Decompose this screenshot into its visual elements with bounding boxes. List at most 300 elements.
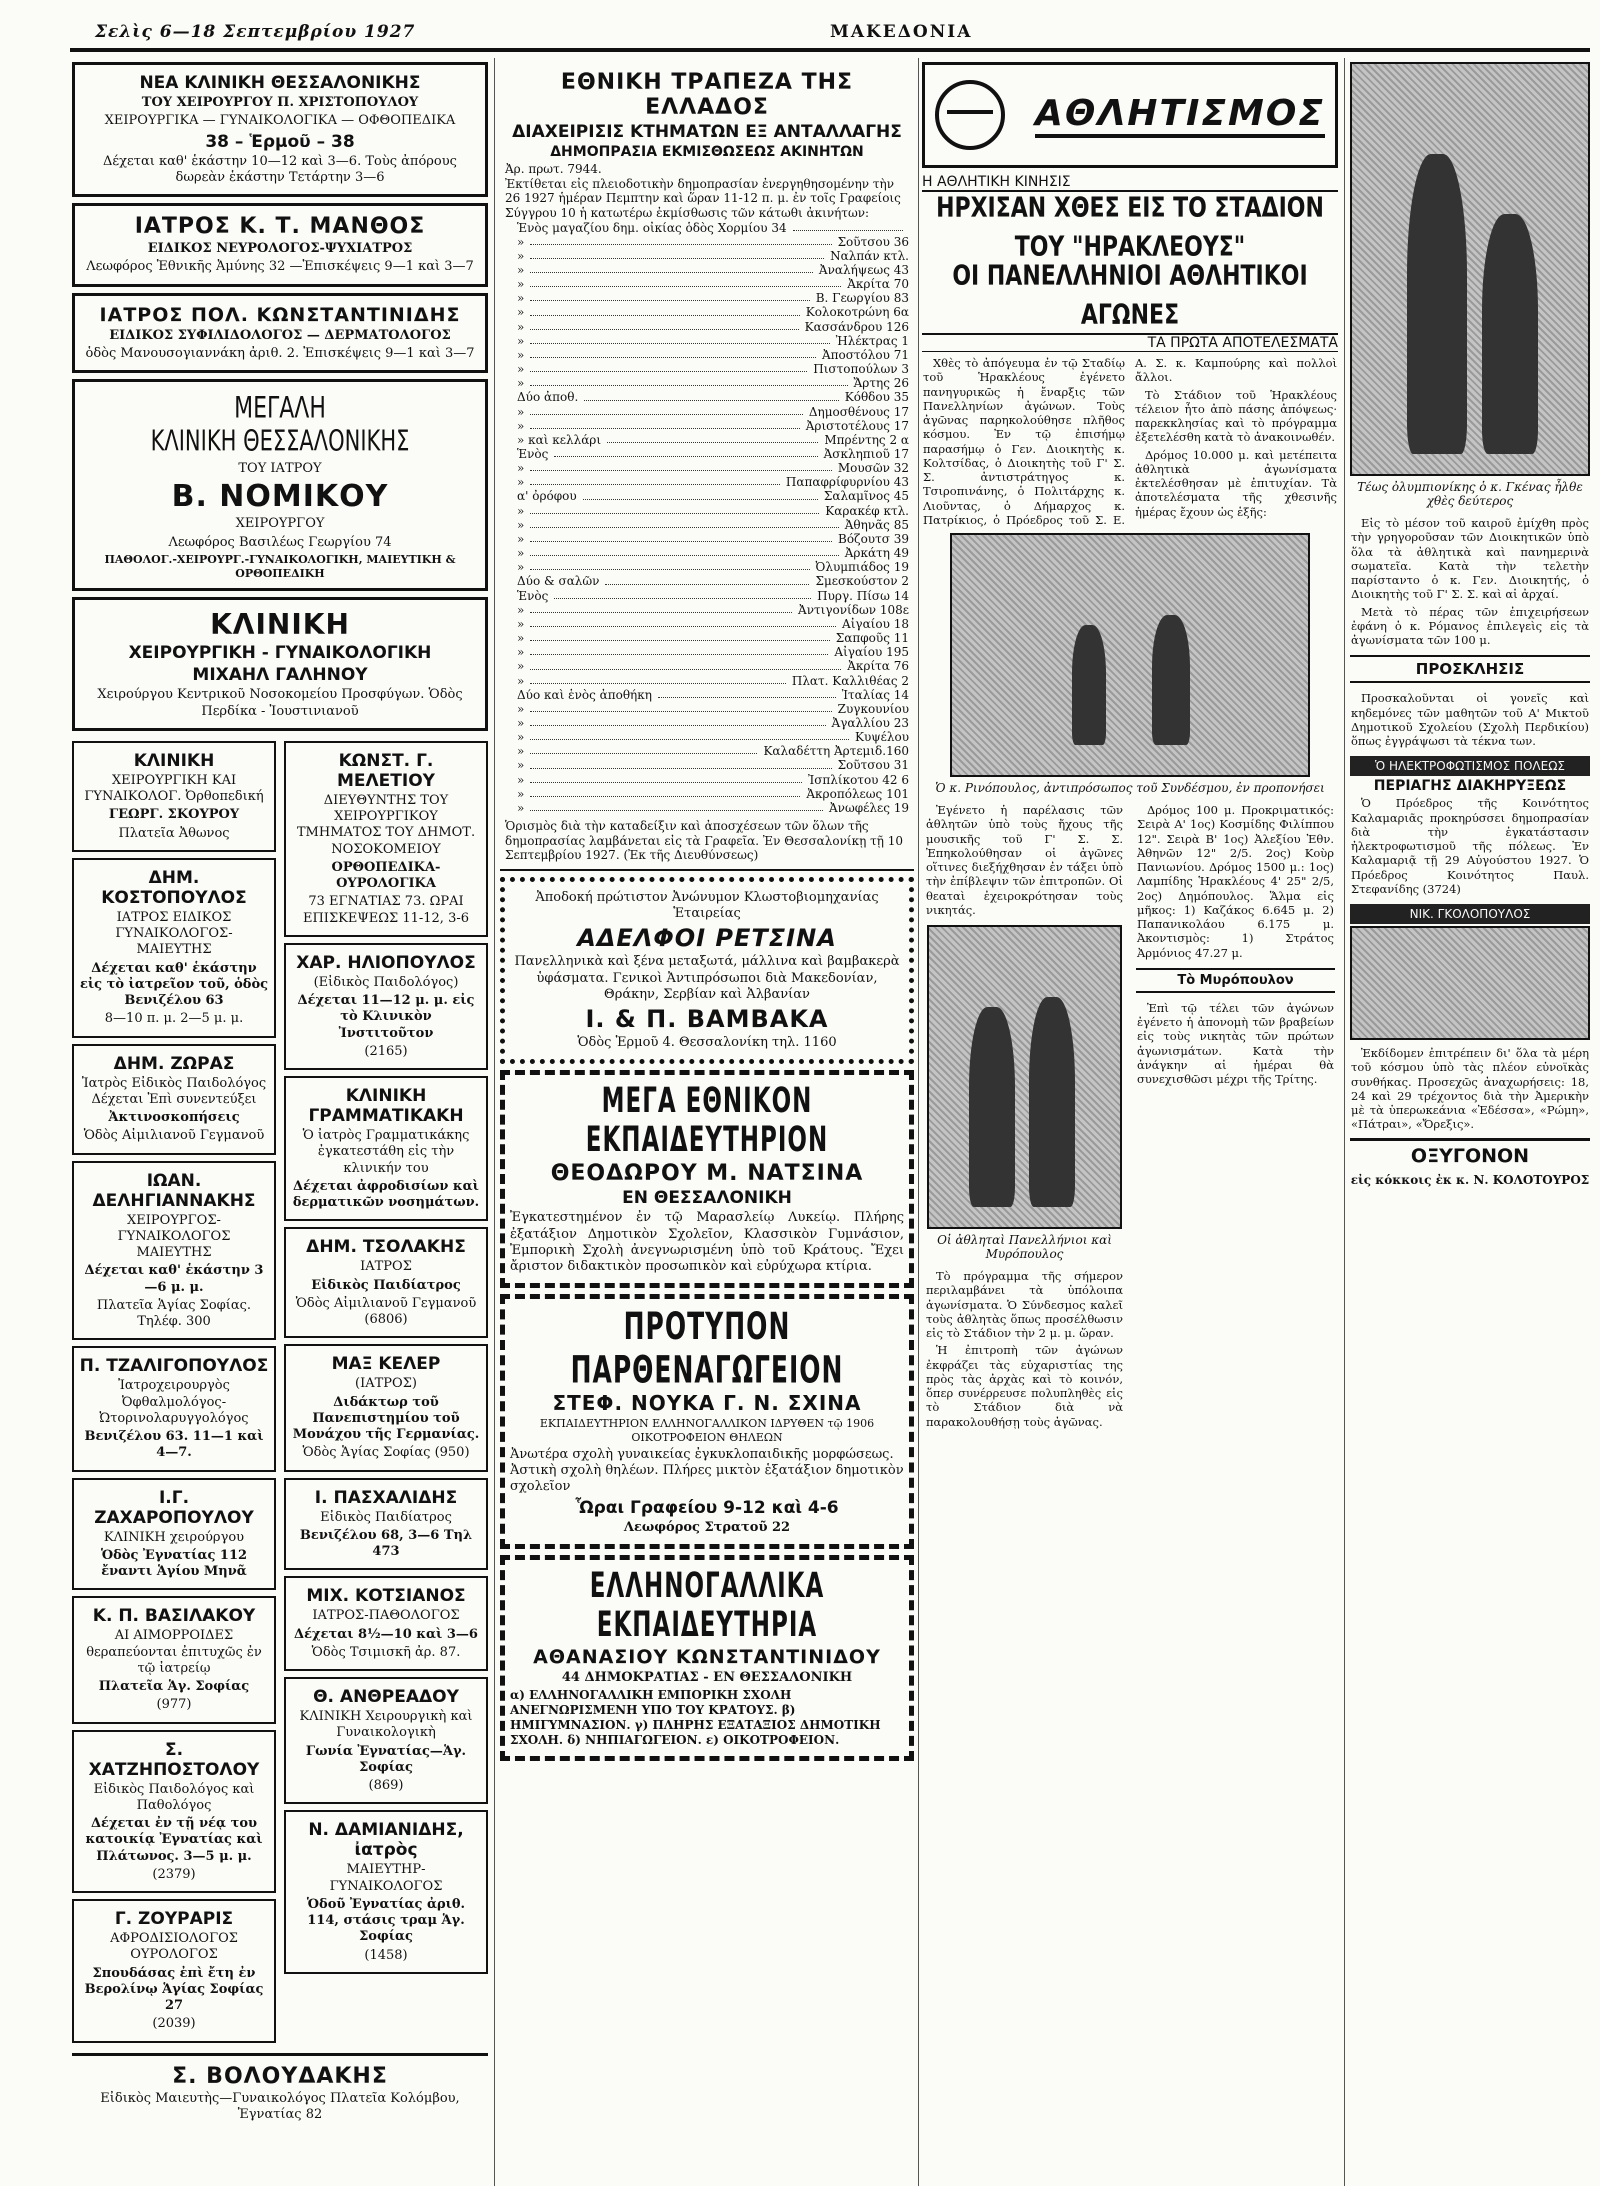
rental-row bbox=[517, 744, 909, 758]
ad-detail: Δέχεται 8½—10 καὶ 3—6 bbox=[294, 1626, 478, 1642]
leader-dots bbox=[530, 674, 786, 684]
rental-row bbox=[517, 787, 909, 801]
ad-body: ΙΑΤΡΟΣ ΕΙΔΙΚΟΣ ΓΥΝΑΙΚΟΛΟΓΟΣ-ΜΑΙΕΥΤΗΣ bbox=[115, 909, 233, 958]
rental-address: Δημοσθένους 17 bbox=[808, 404, 909, 419]
ad-body: ΧΕΙΡΟΥΡΓΙΚΗ ΚΑΙ ΓΥΝΑΙΚΟΛΟΓ. Ὀρθοπεδική bbox=[84, 772, 264, 804]
ad-detail: Βενιζέλου 68, 3—6 Τηλ 473 bbox=[299, 1527, 473, 1559]
ad-title: ΚΛΙΝΙΚΗ bbox=[133, 750, 215, 771]
article-text bbox=[1134, 1001, 1337, 1087]
leader-dots bbox=[530, 405, 803, 415]
results-text bbox=[1134, 803, 1337, 960]
rental-row bbox=[517, 758, 909, 772]
ad-body: Ἐγκατεστημένον ἐν τῷ Μαρασλείῳ Λυκείῳ. Πλήρης ἐξατάξιον Δημοτικὸν Σχολεῖον, Κλασσικὸν Γυμνάσιον, Ἐμπορικὴ Σχολὴ ἀνεγνωρισμένη ὑπὸ τοῦ Κράτους. Ἔχει ἄριστον διδακτικὸν προσωπικὸν καὶ εὐρύχωρα κτίρια. bbox=[510, 1210, 904, 1275]
paragraph: Εἰς τὸ μέσον τοῦ καιροῦ ἐμίχθη πρὸς τὴν γρηγοροῦσαν τῶν Διοικητικῶν ὑπὸ ὅλα τὰ ἀθλητικὰ καὶ πανημερινὰ σωματεῖα. Κατὰ τὴν τελετὴν παρίσταντο ὁ κ. Γεν. Διοικητής, ὁ Διοικητὴς τοῦ Γ' Σ. Σ. καὶ αἱ ἀρχαί. bbox=[1351, 516, 1589, 602]
photo-caption: Ὁ κ. Ρινόπουλος, ἀντιπρόσωπος τοῦ Συνδέσμου, ἐν προπονήσει bbox=[935, 781, 1325, 796]
leader-dots bbox=[530, 787, 800, 797]
page-date: Σελὶς 6—18 Σεπτεμβρίου 1927 bbox=[95, 22, 416, 42]
column-medical-ads bbox=[70, 58, 490, 2186]
article-body bbox=[920, 356, 1340, 527]
rental-address: Σαπφοῦς 11 bbox=[835, 631, 909, 646]
rental-address: Ζυγκουνίου bbox=[837, 701, 909, 716]
ad-hours: Δέχεται καθ' ἑκάστην 10—12 καὶ 3—6. Τοὺς ἀπόρους δωρεὰν ἑκάστην Τετάρτην 3—6 bbox=[103, 153, 457, 185]
ad-detail: Βενιζέλου 63. 11—1 καὶ 4—7. bbox=[84, 1429, 264, 1461]
photo-caption: Τέως ὀλυμπιονίκης ὁ κ. Γκένας ἦλθε χθὲς δεύτερος bbox=[1357, 480, 1583, 508]
leader-dots bbox=[554, 447, 817, 457]
rental-row bbox=[517, 320, 909, 334]
leader-dots bbox=[530, 461, 831, 471]
ad-title: ΑΔΕΛΦΟΙ ΡΕΤΣΙΝΑ bbox=[577, 924, 837, 953]
rental-type: » bbox=[517, 758, 525, 773]
rental-type: Δύο ἀποθ. bbox=[517, 390, 579, 405]
rental-type: » bbox=[517, 616, 525, 631]
rental-type: » bbox=[517, 531, 525, 546]
rental-type: Ἑνὸς bbox=[517, 588, 549, 603]
ad-nea-kliniki bbox=[72, 62, 488, 197]
rental-address: Σμεσκούστον 2 bbox=[815, 574, 909, 589]
ad-box bbox=[284, 943, 488, 1070]
ad-specialty: ΕΙΔΙΚΟΣ ΝΕΥΡΟΛΟΓΟΣ-ΨΥΧΙΑΤΡΟΣ bbox=[147, 241, 413, 256]
ad-nomikou bbox=[72, 379, 488, 591]
ad-address: 38 – Ἑρμοῦ – 38 bbox=[205, 131, 355, 152]
ad-title: ΧΑΡ. ΗΛΙΟΠΟΥΛΟΣ bbox=[296, 952, 476, 973]
rental-type: » bbox=[517, 277, 525, 292]
paragraph: Δρόμος 10.000 μ. καὶ μετέπειτα ἀθλητικὰ ἀγωνίσματα ἐκτελέσθησαν μὲ ἐπιτυχίαν. Τὰ ἀποτελέσματα τῆς χθεσινῆς ἡμέρας ἔχουν ὡς ἑξῆς: bbox=[1135, 447, 1337, 519]
leader-dots bbox=[530, 419, 799, 429]
notice-heading: ΠΡΟΣΚΛΗΣΙΣ bbox=[1350, 655, 1590, 683]
ad-box bbox=[72, 1478, 276, 1591]
ad-detail: ΓΕΩΡΓ. ΣΚΟΥΡΟΥ bbox=[108, 807, 240, 823]
ad-title: Κ. Π. ΒΑΣΙΛΑΚΟΥ bbox=[92, 1606, 256, 1627]
rental-address: Ἰσπλίκοτου 42 6 bbox=[807, 772, 909, 787]
ad-title: ΚΛΙΝΙΚΗ ΓΡΑΜΜΑΤΙΚΑΚΗ bbox=[308, 1086, 464, 1126]
rental-row bbox=[517, 589, 909, 603]
rental-row bbox=[517, 674, 909, 688]
leader-dots bbox=[530, 716, 825, 726]
rental-type: » bbox=[517, 517, 525, 532]
ad-address: ὁδὸς Μανουσογιαννάκη ἀριθ. 2. Ἐπισκέψεις 9—1 καὶ 3—7 bbox=[85, 345, 475, 361]
ad-body: Πανελληνικὰ καὶ ξένα μεταξωτά, μάλλινα καὶ βαμβακερὰ ὑφάσματα. Γενικοὶ Ἀντιπρόσωποι διὰ Μακεδονίαν, Θράκην, Σερβίαν καὶ Ἀλβανίαν bbox=[514, 954, 900, 1002]
ad-title: ΙΩΑΝ. ΔΕΛΗΓΙΑΝΝΑΚΗΣ bbox=[92, 1170, 256, 1211]
rental-address: Ἀρκάτη 49 bbox=[844, 546, 909, 561]
leader-dots bbox=[607, 433, 818, 443]
rental-type: » bbox=[517, 418, 525, 433]
ad-title: Ι. ΠΑΣΧΑΛΙΔΗΣ bbox=[314, 1487, 458, 1508]
ad-body: Ἰατρὸς Εἰδικὸς Παιδολόγος Δέχεται Ἐπὶ συνεντεύξει bbox=[81, 1075, 267, 1107]
paragraph: Χθὲς τὸ ἀπόγευμα ἐν τῷ Σταδίῳ τοῦ Ἡρακλέους ἐγένετο πανηγυρικῶς ἡ ἔναρξις τῶν Πανελληνίων ἀγώνων. Τοὺς ἀγῶνας παρηκολούθησε πλῆθος κόσμου. Ἐν τῷ ἐπισήμῳ παρασήμῳ ὁ Γεν. Διοικητὴς κ. Κολτσίδας, ὁ Διοικητὴς τοῦ Γ' Σ. Σ. ἀντιστράτηγος κ. Τσιροπινάνης, ὁ Πολιτάρχης κ. Λιοῦντας, ὁ Δήμαρχος κ. Πατρίκιος, ὁ Πρόεδρος τοῦ Σ. Ε. Α. Σ. κ. Καμπούρης καὶ πολλοὶ ἄλλοι. bbox=[923, 356, 1337, 527]
ad-detail: Γωνία Ἐγνατίας—Ἁγ. Σοφίας bbox=[305, 1743, 467, 1775]
rental-list bbox=[505, 221, 909, 816]
rental-type: » bbox=[517, 347, 525, 362]
ad-detail: Δέχεται ἀφροδισίων καὶ δερματικῶν νοσημάτων. bbox=[292, 1178, 480, 1210]
notice-text bbox=[1348, 796, 1592, 896]
leader-dots bbox=[530, 801, 823, 811]
rental-address: Ἄρτης 26 bbox=[853, 376, 909, 391]
ad-body: Ὁ ἰατρὸς Γραμματικάκης ἐγκατεστάθη εἰς τὴν κλινικήν του bbox=[302, 1128, 470, 1176]
rental-address: Καλαδέττη Ἀρτεμιδ.160 bbox=[763, 744, 909, 759]
ad-konstantinidou-school bbox=[500, 1555, 914, 1761]
rental-type: » bbox=[517, 503, 525, 518]
rental-row bbox=[517, 518, 909, 532]
paragraph: Τὸ πρόγραμμα τῆς σήμερον περιλαμβάνει τὰ ὑπόλοιπα ἀγωνίσματα. Ὁ Σύνδεσμος καλεῖ τοὺς ἀθλητὰς ὅπως προσέλθωσιν εἰς τὸ Στάδιον τὴν 2 μ. μ. ὥραν. bbox=[926, 1269, 1123, 1341]
ad-address: Ὁδὸς Ἑρμοῦ 4. Θεσσαλονίκη τηλ. 1160 bbox=[577, 1035, 837, 1051]
ad-body: ΑΙ ΑΙΜΟΡΡΟΙΔΕΣ θεραπεύονται ἐπιτυχῶς ἐν τῷ ἰατρείῳ bbox=[86, 1628, 262, 1676]
rental-address: Πιστοπούλων 3 bbox=[813, 362, 909, 377]
rental-row bbox=[517, 574, 909, 588]
rental-type: » bbox=[517, 631, 525, 646]
rental-address: Ναλπάν κτλ. bbox=[830, 248, 909, 263]
leader-dots bbox=[530, 320, 798, 330]
leader-dots bbox=[530, 603, 792, 613]
ad-address: 44 ΔΗΜΟΚΡΑΤΙΑΣ - ΕΝ ΘΕΣΣΑΛΟΝΙΚΗ bbox=[561, 1669, 853, 1685]
figure-shape bbox=[969, 1007, 1015, 1207]
leader-dots bbox=[530, 631, 829, 641]
ad-title: ΕΛΛΗΝΟΓΑΛΛΙΚΑ ΕΚΠΑΙΔΕΥΤΗΡΙΑ bbox=[589, 1566, 825, 1645]
ad-title: ΜΕΓΑ ΕΘΝΙΚΟΝ ΕΚΠΑΙΔΕΥΤΗΡΙΟΝ bbox=[585, 1082, 829, 1161]
figure-shape bbox=[1407, 154, 1467, 454]
rental-address: Κόθδου 35 bbox=[844, 390, 909, 405]
ads-right-column bbox=[282, 737, 490, 2049]
ad-body: Ἀνωτέρα σχολὴ γυναικείας ἐγκυκλοπαιδικῆς μορφώσεως. Ἀστικὴ σχολὴ θηλέων. Πλήρες μικτὸν ἑξατάξιον δημοτικὸν σχολεῖον bbox=[510, 1446, 904, 1495]
leader-dots bbox=[583, 489, 818, 499]
rental-row bbox=[517, 504, 909, 518]
leader-dots bbox=[530, 249, 824, 259]
rental-type: » bbox=[517, 560, 525, 575]
ad-specialty: ΕΙΔΙΚΟΣ ΣΥΦΙΛΙΔΟΛΟΓΟΣ — ΔΕΡΜΑΤΟΛΟΓΟΣ bbox=[109, 327, 451, 343]
rental-type: » bbox=[517, 475, 525, 490]
rental-row bbox=[517, 631, 909, 645]
ad-natsina-school bbox=[500, 1070, 914, 1288]
ad-name: Ι. & Π. ΒΑΜΒΑΚΑ bbox=[585, 1005, 829, 1034]
ad-title: ΙΑΤΡΟΣ ΠΟΛ. ΚΩΝΣΤΑΝΤΙΝΙΔΗΣ bbox=[99, 303, 461, 326]
ad-title: Ν. ΔΑΜΙΑΝΙΔΗΣ, ἰατρὸς bbox=[308, 1820, 464, 1861]
ad-specialty: ΧΕΙΡΟΥΡΓΙΚΑ — ΓΥΝΑΙΚΟΛΟΓΙΚΑ — ΟΦΘΟΠΕΔΙΚΑ bbox=[104, 113, 456, 129]
rental-address: Ἀσκληπιοῦ 17 bbox=[823, 447, 909, 461]
ad-address: 8—10 π. μ. 2—5 μ. μ. bbox=[104, 1011, 244, 1027]
ad-box bbox=[284, 1810, 488, 1974]
rental-type: » bbox=[517, 333, 525, 348]
ad-body: ΑΦΡΟΔΙΣΙΟΛΟΓΟΣ ΟΥΡΟΛΟΓΟΣ bbox=[110, 1931, 238, 1963]
rental-row bbox=[517, 334, 909, 348]
rental-row bbox=[517, 405, 909, 419]
leader-dots bbox=[530, 263, 813, 273]
racket-icon bbox=[935, 80, 1005, 150]
ad-address: Ὁδὸς Τσιμισκῆ ἀρ. 87. bbox=[311, 1644, 461, 1660]
ad-box bbox=[284, 1478, 488, 1571]
ad-title: Σ. ΧΑΤΖΗΠΟΣΤΟΛΟΥ bbox=[88, 1739, 260, 1780]
leader-dots bbox=[530, 348, 816, 358]
ad-address: (2165) bbox=[364, 1043, 408, 1059]
ad-body: α) ΕΛΛΗΝΟΓΑΛΛΙΚΗ ΕΜΠΟΡΙΚΗ ΣΧΟΛΗ ΑΝΕΓΝΩΡΙΣΜΕΝΗ ΥΠΟ ΤΟΥ ΚΡΑΤΟΥΣ. β) ΗΜΙΓΥΜΝΑΣΙΟΝ. γ) ΠΛΗΡΗΣ ΕΞΑΤΑΞΙΟΣ ΔΗΜΟΤΙΚΗ ΣΧΟΛΗ. δ) ΝΗΠΙΑΓΩΓΕΙΟΝ. ε) ΟΙΚΟΤΡΟΦΕΙΟΝ. bbox=[510, 1688, 881, 1748]
paragraph: Ἐκδίδομεν ἐπιτρέπειν δι' ὅλα τὰ μέρη τοῦ κόσμου ὑπὸ τὰς πλέον εὐνοϊκὰς συνθήκας. Προσεχῶς ἀναχωρήσεις: 18, 24 καὶ 29 τρέχοντος διὰ τὴν Ἀμερικὴν μὲ τὰ ὑπερωκεάνια «Ἐδέσσα», «Ρώμη», «Πάτραι», «Ὄρεξις». bbox=[1351, 1046, 1589, 1132]
ad-nouka-school bbox=[500, 1294, 914, 1549]
ad-address: Πλατεῖα Ἀθωνος bbox=[118, 825, 230, 841]
rental-row bbox=[517, 801, 909, 815]
ad-detail: ΟΡΘΟΠΕΔΙΚΑ-ΟΥΡΟΛΟΓΙΚΑ bbox=[331, 859, 441, 891]
ad-detail: Δέχεται ἐν τῇ νέᾳ του κατοικίᾳ Ἐγνατίας καὶ Πλάτωνος. 3—5 μ. μ. bbox=[85, 1816, 263, 1864]
rental-address: Β. Γεωργίου 83 bbox=[815, 291, 909, 306]
ad-box bbox=[284, 1576, 488, 1671]
ad-body: ΧΕΙΡΟΥΡΓΟΣ-ΓΥΝΑΙΚΟΛΟΓΟΣ ΜΑΙΕΥΤΗΣ bbox=[117, 1212, 231, 1260]
ad-address: Λεωφόρος Ἐθνικῆς Ἀμύνης 32 —Ἐπισκέψεις 9—1 καὶ 3—7 bbox=[86, 259, 474, 275]
rental-type: » bbox=[517, 234, 525, 249]
ad-title: ΜΑΞ ΚΕΛΕΡ bbox=[331, 1354, 441, 1375]
ad-detail: Εἰδικὸς Παιδίατρος bbox=[311, 1277, 461, 1293]
ad-box bbox=[284, 1344, 488, 1471]
photo-athletes bbox=[927, 925, 1122, 1229]
rental-row bbox=[517, 433, 909, 447]
notice-text bbox=[1348, 691, 1592, 748]
notice-subheading: ΠΕΡΙΑΓΗΣ ΔΙΑΚΗΡΥΞΕΩΣ bbox=[1373, 778, 1567, 795]
ad-title: Γ. ΖΟΥΡΑΡΙΣ bbox=[114, 1909, 234, 1929]
ad-address: Ὁδὸς Ἁγίας Σοφίας (950) bbox=[302, 1445, 470, 1461]
rental-address: Σαλαμῖνος 45 bbox=[823, 489, 909, 504]
ad-city: ΕΝ ΘΕΣΣΑΛΟΝΙΚΗ bbox=[622, 1188, 792, 1209]
rental-row bbox=[517, 475, 909, 489]
ad-top: Ἀποδοκή πρώτιστον Ἀνώνυμον Κλωστοβιομηχανίας Ἑταιρείας bbox=[535, 889, 879, 922]
ad-address: Εἰδικὸς Μαιευτὴς—Γυναικολόγος Πλατεῖα Κολόμβου, Ἐγνατίας 82 bbox=[100, 2090, 460, 2122]
ads-left-column bbox=[70, 737, 278, 2049]
ad-title: ΠΡΟΤΥΠΟΝ ΠΑΡΘΕΝΑΓΩΓΕΙΟΝ bbox=[570, 1304, 844, 1392]
column-sports bbox=[920, 58, 1340, 2186]
ad-retsina-vamvaka bbox=[500, 877, 914, 1065]
rental-row bbox=[517, 305, 909, 319]
leader-dots bbox=[530, 773, 802, 783]
figure-shape bbox=[1029, 997, 1075, 1207]
rental-row bbox=[517, 773, 909, 787]
rental-row bbox=[517, 376, 909, 390]
column-notices bbox=[1348, 58, 1592, 2186]
rental-address: Ἀναλήψεως 43 bbox=[818, 262, 909, 277]
rental-row bbox=[517, 277, 909, 291]
leader-dots bbox=[658, 688, 836, 698]
masthead-rule bbox=[70, 48, 1590, 52]
newspaper-name: ΜΑΚΕΔΟΝΙΑ bbox=[830, 22, 973, 42]
bank-footer: Ὁρισμὸς διὰ τὴν καταδείξιν καὶ ἀποσχέσεων τῶν ὅλων τῆς δημοπρασίας λαμβάνεται εἰς τὰ Γραφεῖα. Ἐν Θεσσαλονίκῃ τῇ 10 Σεπτεμβρίου 1927. (Ἐκ τῆς Διευθύνσεως) bbox=[505, 819, 904, 863]
results: Δρόμος 100 μ. Προκριματικός: Σειρὰ Α' 1ος) Κοσμίδης Φιλίππου 12". Σειρὰ Β' 1ος) Ἀλεξίου Ἐθν. Ἀθηνῶν 12" 2/5. 2ος) Κοὺρ Πανιωνίου. Δρόμος 1500 μ.: 1ος) Λαμπίδης Ἡρακλέους 4' 25" 2/5, 2ος) Δημόπουλος. Ἅλμα εἰς μῆκος: 1) Καζάκος 6.645 μ. 2) Παπανικολάου 6.175 μ. Ἀκοντισμὸς: 1) Στράτος Ἀρμόνιος 47.27 μ. bbox=[1137, 803, 1334, 960]
ad-line: ΜΕΓΑΛΗ bbox=[234, 391, 326, 426]
ad-specialty: ΧΕΙΡΟΥΡΓΙΚΗ - ΓΥΝΑΙΚΟΛΟΓΙΚΗ bbox=[128, 643, 432, 664]
ad-box bbox=[72, 1899, 276, 2043]
ad-address: Ὁδὸς Αἰμιλιανοῦ Γεγμανοῦ bbox=[83, 1128, 265, 1144]
column-divider bbox=[1344, 58, 1345, 2186]
rental-type: » bbox=[517, 376, 525, 391]
ad-body: Εἰδικὸς Παιδολόγος καὶ Παθολόγος bbox=[93, 1781, 255, 1813]
rental-type: Δύο καὶ ἑνὸς ἀποθήκη bbox=[517, 687, 652, 702]
rental-address: Αἰγαίου 18 bbox=[842, 616, 909, 631]
ad-subtitle: ΣΤΕΦ. ΝΟΥΚΑ Γ. Ν. ΣΧΙΝΑ bbox=[552, 1391, 862, 1416]
rental-row bbox=[517, 603, 909, 617]
headline-line-1: ΗΡΧΙΣΑΝ ΧΘΕΣ ΕΙΣ ΤΟ ΣΤΑΔΙΟΝ ΤΟΥ "ΗΡΑΚΛΕΟΥΣ" bbox=[936, 192, 1324, 263]
ad-body: (ΙΑΤΡΟΣ) bbox=[355, 1376, 417, 1392]
ad-detail: Δέχεται καθ' ἑκάστην 3—6 μ. μ. bbox=[84, 1263, 264, 1295]
ad-box bbox=[284, 1076, 488, 1221]
rental-address: Ἀνωφέλες 19 bbox=[829, 800, 909, 815]
rental-row bbox=[517, 560, 909, 574]
article-right bbox=[1134, 803, 1337, 1432]
ad-galinou bbox=[72, 597, 488, 731]
bank-subtitle: ΔΙΑΧΕΙΡΙΣΙΣ ΚΤΗΜΑΤΩΝ ΕΞ ΑΝΤΑΛΛΑΓΗΣ bbox=[512, 122, 902, 142]
ad-title: ΝΕΑ ΚΛΙΝΙΚΗ ΘΕΣΣΑΛΟΝΙΚΗΣ bbox=[139, 73, 421, 93]
bank-auction-title: ΔΗΜΟΠΡΑΣΙΑ ΕΚΜΙΣΘΩΣΕΩΣ ΑΚΙΝΗΤΩΝ bbox=[550, 144, 864, 160]
ad-title: ΙΑΤΡΟΣ Κ. Τ. ΜΑΝΘΟΣ bbox=[134, 214, 426, 239]
rental-row bbox=[517, 489, 909, 503]
ad-box bbox=[72, 1596, 276, 1723]
leader-dots bbox=[530, 744, 757, 754]
rental-row bbox=[517, 235, 909, 249]
rental-type: Ἑνὸς bbox=[517, 447, 549, 461]
ad-detail: Ὁδοῦ Ἐγνατίας ἀριθ. 114, στάσις τραμ Ἁγ. Σοφίας bbox=[306, 1896, 466, 1945]
rental-address: Σοῦτσου 36 bbox=[837, 234, 909, 249]
rental-row bbox=[517, 461, 909, 475]
ad-body: Ἰατροχειρουργὸς Ὀφθαλμολόγος-Ὠτορινολαρυγγολόγος bbox=[99, 1378, 249, 1426]
section-heading: Τὸ Μυρόπουλον bbox=[1136, 968, 1335, 993]
ad-title: Π. ΤΖΑΛΙΓΟΠΟΥΛΟΣ bbox=[79, 1356, 269, 1377]
ad-box bbox=[284, 1677, 488, 1804]
article-text bbox=[1348, 516, 1592, 647]
ad-title: ΚΛΙΝΙΚΗ bbox=[210, 608, 350, 642]
rental-type: » bbox=[517, 744, 525, 759]
headline-line-2: ΟΙ ΠΑΝΕΛΛΗΝΙΟΙ ΑΘΛΗΤΙΚΟΙ ΑΓΩΝΕΣ bbox=[952, 260, 1308, 331]
rental-type: » bbox=[517, 715, 525, 730]
ad-national-bank bbox=[500, 62, 914, 871]
rental-type: » bbox=[517, 305, 525, 320]
rental-type: » bbox=[517, 659, 525, 674]
ad-body: ΙΑΤΡΟΣ-ΠΑΘΟΛΟΓΟΣ bbox=[312, 1608, 460, 1624]
leader-dots bbox=[554, 589, 811, 599]
ad-address: Λεωφόρος Βασιλέως Γεωργίου 74 bbox=[168, 534, 392, 550]
leader-dots bbox=[530, 376, 847, 386]
rental-row bbox=[517, 291, 909, 305]
ad-subtitle: ΤΟΥ ΧΕΙΡΟΥΡΓΟΥ Π. ΧΡΙΣΤΟΠΟΥΛΟΥ bbox=[141, 95, 419, 110]
rental-row bbox=[517, 221, 909, 235]
ad-role: ΧΕΙΡΟΥΡΓΟΥ bbox=[235, 516, 325, 532]
photo-caption: Οἱ ἀθληταὶ Πανελλήνιοι καὶ Μυρόπουλος bbox=[937, 1233, 1112, 1262]
ad-address: Χειρούργου Κεντρικοῦ Νοσοκομείου Προσφύγων. Ὁδὸς Περδίκα - Ἰουστινιανοῦ bbox=[97, 687, 463, 719]
bank-reference: Ἀρ. πρωτ. 7944. bbox=[505, 162, 602, 176]
rental-type: » bbox=[517, 404, 525, 419]
leader-dots bbox=[530, 730, 849, 740]
ad-box bbox=[284, 1227, 488, 1338]
leader-dots bbox=[530, 291, 809, 301]
rental-row bbox=[517, 730, 909, 744]
ad-title: ΜΙΧ. ΚΟΤΣΙΑΝΟΣ bbox=[306, 1586, 466, 1607]
rental-row bbox=[517, 716, 909, 730]
rental-address: Βόζουτσ 39 bbox=[838, 531, 909, 546]
paragraph: Προσκαλοῦνται οἱ γονεῖς καὶ κηδεμόνες τῶν μαθητῶν τοῦ Α' Μικτοῦ Δημοτικοῦ Σχολείου (Σχολὴ Περδικίου) ὅπως ἐγγράψωσι τὰ τέκνα των. bbox=[1351, 691, 1589, 748]
rental-address: Αἰγαίου 195 bbox=[834, 645, 909, 660]
rental-type: » bbox=[517, 248, 525, 263]
ad-detail: Πλατεῖα Ἁγ. Σοφίας bbox=[98, 1679, 250, 1694]
rental-type: » bbox=[517, 701, 525, 716]
rental-address: Παπαφρίφυρνίου 43 bbox=[785, 475, 909, 490]
subheadline: ΤΑ ΠΡΩΤΑ ΑΠΟΤΕΛΕΣΜΑΤΑ bbox=[922, 333, 1338, 352]
sports-logo: ΑΘΛΗΤΙΣΜΟΣ bbox=[1035, 93, 1325, 138]
leader-dots bbox=[530, 518, 838, 528]
rental-address: Μπρέντης 2 α bbox=[824, 432, 909, 447]
photo-runners bbox=[950, 533, 1310, 777]
bank-intro: Ἐκτίθεται εἰς πλειοδοτικὴν δημοπρασίαν ἐνεργηθησομένην τὴν 26 1927 ἡμέραν Πεμπτην καὶ ὥραν 11-12 π. μ. ἐν τοῖς Γραφείοις Σύγγρου 10 ἡ κατωτέρω ἐκμίσθωσις τῶν κάτωθι ἀκινήτων: bbox=[505, 176, 901, 220]
rental-row bbox=[517, 263, 909, 277]
rental-address: Μουσῶν 32 bbox=[837, 461, 909, 476]
ad-line: ΤΟΥ ΙΑΤΡΟΥ bbox=[238, 461, 322, 476]
ad-box bbox=[72, 1346, 276, 1471]
ad-address: (977) bbox=[156, 1697, 192, 1713]
rental-type: » bbox=[517, 362, 525, 377]
ad-box bbox=[72, 1044, 276, 1155]
leader-dots bbox=[530, 334, 829, 344]
bank-title: ΕΘΝΙΚΗ ΤΡΑΠΕΖΑ ΤΗΣ ΕΛΛΑΔΟΣ bbox=[560, 70, 854, 120]
leader-dots bbox=[605, 574, 809, 584]
ad-address: Ὁδὸς Αἰμιλιανοῦ Γεγμανοῦ (6806) bbox=[295, 1295, 477, 1327]
ship-illustration bbox=[1350, 926, 1590, 1040]
rental-type: Δύο & σαλῶν bbox=[517, 574, 600, 589]
ad-body: Εἰδικὸς Παιδίατρος bbox=[320, 1509, 452, 1525]
paragraph: Ἐπὶ τῷ τέλει τῶν ἀγώνων ἐγένετο ἡ ἀπονομὴ τῶν βραβείων εἰς τοὺς νικητὰς τῶν πρώτων ἀγωνισμάτων. Κατὰ τὴν ἀνάγκην αἱ ἡμέραι θὰ συνεχισθῶσι μέχρι τῆς Τρίτης. bbox=[1137, 1000, 1334, 1087]
rental-address: Πυργ. Πίσω 14 bbox=[817, 588, 909, 603]
rental-type: » bbox=[517, 461, 525, 476]
leader-dots bbox=[530, 702, 831, 712]
ad-hours: Ὧραι Γραφείου 9-12 καὶ 4-6 bbox=[575, 1497, 839, 1518]
ad-subtitle: ΑΘΑΝΑΣΙΟΥ ΚΩΝΣΤΑΝΤΙΝΙΔΟΥ bbox=[533, 1645, 881, 1668]
leader-dots bbox=[530, 235, 831, 245]
article-continued bbox=[920, 803, 1340, 1432]
ad-body: ΔΙΕΥΘΥΝΤΗΣ ΤΟΥ ΧΕΙΡΟΥΡΓΙΚΟΥ ΤΜΗΜΑΤΟΣ ΤΟΥ ΔΗΜΟΤ. ΝΟΣΟΚΟΜΕΙΟΥ bbox=[296, 792, 476, 857]
leader-dots bbox=[530, 546, 838, 556]
sports-header bbox=[922, 62, 1338, 168]
ad-title: Ι.Γ. ΖΑΧΑΡΟΠΟΥΛΟΥ bbox=[94, 1487, 254, 1528]
ad-title: Σ. ΒΟΛΟΥΔΑΚΗΣ bbox=[172, 2063, 388, 2089]
ad-body: ΜΑΙΕΥΤΗΡ-ΓΥΝΑΙΚΟΛΟΓΟΣ bbox=[329, 1862, 443, 1894]
rental-type: » bbox=[517, 546, 525, 561]
ad-box bbox=[72, 1730, 276, 1894]
ad-subtitle: ΘΕΟΔΩΡΟΥ Μ. ΝΑΤΣΙΝΑ bbox=[550, 1161, 864, 1187]
leader-dots bbox=[530, 659, 841, 669]
ad-text bbox=[1348, 1046, 1592, 1132]
rental-type: » bbox=[517, 319, 525, 334]
rental-type: » bbox=[517, 673, 525, 688]
rental-type: » bbox=[517, 291, 525, 306]
ad-title: ΔΗΜ. ΚΟΣΤΟΠΟΥΛΟΣ bbox=[101, 867, 247, 908]
rental-type: α' ὀρόφου bbox=[517, 489, 577, 504]
ad-address: Λεωφόρος Στρατοῦ 22 bbox=[623, 1519, 791, 1535]
ad-body: ΚΛΙΝΙΚΗ χειρούργου bbox=[103, 1529, 245, 1545]
rental-row bbox=[517, 645, 909, 659]
rental-type: Ἑνὸς μαγαζίου δημ. οἰκίας ὁδὸς Χορμίου 34 bbox=[517, 220, 787, 235]
rental-row bbox=[517, 532, 909, 546]
rental-address: Κυψέλου bbox=[854, 730, 909, 745]
leader-dots bbox=[530, 617, 836, 627]
paragraph: Ἡ ἐπιτροπὴ τῶν ἀγώνων ἐκφράζει τὰς εὐχαριστίας της πρὸς τὰς ἀρχὰς καὶ τὸ κοινόν, ὅπερ συνέρρευσε πολυπληθὲς εἰς τὸ Στάδιον διὰ νὰ παρακολουθήσῃ τοὺς ἀγῶνας. bbox=[926, 1343, 1123, 1429]
ad-box bbox=[72, 741, 276, 852]
rental-row bbox=[517, 659, 909, 673]
masthead bbox=[0, 0, 1600, 58]
photo-olympian bbox=[1350, 62, 1590, 476]
rental-address: Ἀγαλλίου 23 bbox=[831, 715, 909, 730]
leader-dots bbox=[793, 221, 903, 231]
article-text bbox=[923, 1269, 1126, 1429]
ad-doctor-name: Β. ΝΟΜΙΚΟΥ bbox=[171, 479, 389, 515]
section-kicker: Η ΑΘΛΗΤΙΚΗ ΚΙΝΗΣΙΣ bbox=[922, 174, 1338, 192]
ad-address: (1458) bbox=[364, 1947, 408, 1963]
rental-address: Ἀριστοτέλους 17 bbox=[805, 418, 909, 433]
paragraph: Ὁ Πρόεδρος τῆς Κοινότητος Καλαμαριᾶς προκηρύσσει δημοπρασίαν διὰ τὴν ἐγκατάστασιν ἠλεκτροφωτισμοῦ τῆς πόλεως. Ἐν Καλαμαριᾷ τῇ 29 Αὐγούστου 1927. Ὁ Πρόεδρος Κοινότητος Παυλ. Στεφανίδης (3724) bbox=[1351, 796, 1589, 896]
rental-address: Ὀλυμπιάδος 19 bbox=[815, 560, 909, 575]
rental-address: Ἀκροπόλεως 101 bbox=[806, 786, 909, 801]
ad-address: (869) bbox=[368, 1778, 404, 1793]
ad-body: ΚΛΙΝΙΚΗ Χειρουργικὴ καὶ Γυναικολογικὴ bbox=[299, 1709, 473, 1741]
rental-row bbox=[517, 546, 909, 560]
ad-detail: Σπουδάσας ἐπὶ ἔτη ἐν Βερολίνῳ Ἁγίας Σοφίας 27 bbox=[84, 1965, 264, 2013]
